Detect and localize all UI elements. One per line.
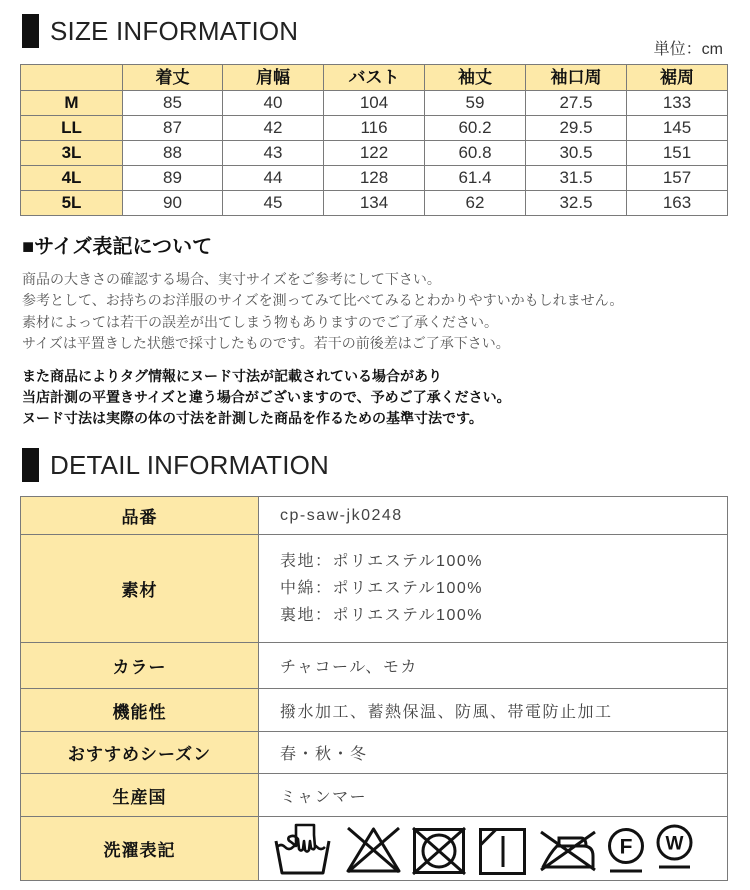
do-not-iron-icon bbox=[538, 829, 598, 873]
size-value-shoulder: 45 bbox=[223, 191, 324, 216]
detail-label-material: 素材 bbox=[21, 535, 259, 643]
size-value-hem: 163 bbox=[627, 191, 728, 216]
material-line-lining: 裏地：ポリエステル100% bbox=[280, 607, 483, 624]
care-symbols bbox=[259, 817, 727, 880]
detail-label-product-code: 品番 bbox=[21, 497, 259, 535]
size-value-hem: 157 bbox=[627, 166, 728, 191]
material-line-outer: 表地：ポリエステル100% bbox=[280, 553, 483, 570]
nude-size-notice-line: また商品によりタグ情報にヌード寸法が記載されている場合があり bbox=[22, 368, 442, 384]
do-not-tumble-dry-icon bbox=[411, 826, 467, 876]
size-value-cuff: 30.5 bbox=[526, 141, 627, 166]
size-value-sleeve: 60.8 bbox=[425, 141, 526, 166]
size-row bbox=[21, 116, 728, 141]
size-value-length: 90 bbox=[123, 191, 223, 216]
nude-size-notice bbox=[22, 366, 511, 429]
size-label: 3L bbox=[21, 141, 123, 166]
size-value-sleeve: 59 bbox=[425, 91, 526, 116]
size-value-length: 89 bbox=[123, 166, 223, 191]
size-value-hem: 145 bbox=[627, 116, 728, 141]
size-table bbox=[20, 64, 728, 216]
nude-size-notice-line: 当店計測の平置きサイズと違う場合がございますので、予めご了承ください。 bbox=[22, 389, 511, 405]
column-header-shoulder: 肩幅 bbox=[223, 65, 324, 91]
detail-section-bar bbox=[22, 448, 39, 482]
column-header-sleeve: 袖丈 bbox=[425, 65, 526, 91]
size-value-hem: 133 bbox=[627, 91, 728, 116]
size-value-bust: 134 bbox=[324, 191, 425, 216]
detail-value-origin: ミャンマー bbox=[259, 774, 728, 817]
size-value-length: 87 bbox=[123, 116, 223, 141]
detail-label-season: おすすめシーズン bbox=[21, 732, 259, 774]
detail-value-product-code: cp-saw-jk0248 bbox=[259, 497, 728, 535]
size-notes-text bbox=[22, 269, 623, 354]
size-value-length: 88 bbox=[123, 141, 223, 166]
size-label: LL bbox=[21, 116, 123, 141]
wet-clean-w-icon bbox=[656, 824, 693, 870]
nude-size-notice-line: ヌード寸法は実際の体の寸法を計測した商品を作るための基準寸法です。 bbox=[22, 410, 483, 426]
column-header-length: 着丈 bbox=[123, 65, 223, 91]
size-value-shoulder: 43 bbox=[223, 141, 324, 166]
size-value-shoulder: 42 bbox=[223, 116, 324, 141]
unit-label: 単位：cm bbox=[653, 41, 723, 58]
detail-row-function bbox=[21, 689, 728, 732]
size-value-sleeve: 60.2 bbox=[425, 116, 526, 141]
dry-clean-letter: F bbox=[619, 835, 633, 859]
size-note-line: 参考として、お持ちのお洋服のサイズを測ってみて比べてみるとわかりやすいかもしれません。 bbox=[22, 292, 624, 309]
size-note-line: サイズは平置きした状態で採寸したものです。若干の前後差はご了承下さい。 bbox=[22, 334, 510, 351]
size-value-sleeve: 61.4 bbox=[425, 166, 526, 191]
detail-section-title: DETAIL INFORMATION bbox=[50, 450, 330, 480]
column-header-hem: 裾周 bbox=[627, 65, 728, 91]
size-label: M bbox=[21, 91, 123, 116]
column-header-cuff: 袖口周 bbox=[526, 65, 627, 91]
size-value-bust: 116 bbox=[324, 116, 425, 141]
detail-label-origin: 生産国 bbox=[21, 774, 259, 817]
detail-row-product-code bbox=[21, 497, 728, 535]
size-value-bust: 128 bbox=[324, 166, 425, 191]
size-value-hem: 151 bbox=[627, 141, 728, 166]
detail-label-color: カラー bbox=[21, 643, 259, 689]
detail-row-origin bbox=[21, 774, 728, 817]
detail-row-material bbox=[21, 535, 728, 643]
size-value-bust: 104 bbox=[324, 91, 425, 116]
size-note-line: 商品の大きさの確認する場合、実寸サイズをご参考にして下さい。 bbox=[22, 271, 441, 287]
material-line-padding: 中綿：ポリエステル100% bbox=[280, 580, 483, 597]
size-label: 4L bbox=[21, 166, 123, 191]
detail-label-care: 洗濯表記 bbox=[21, 817, 259, 881]
size-note-line: 素材によっては若干の誤差が出てしまう物もありますのでご了承ください。 bbox=[22, 313, 498, 330]
detail-row-season bbox=[21, 732, 728, 774]
detail-value-color: チャコール、モカ bbox=[259, 643, 728, 689]
hand-wash-icon bbox=[274, 823, 331, 875]
size-row bbox=[21, 166, 728, 191]
detail-row-care bbox=[21, 817, 728, 881]
size-value-shoulder: 44 bbox=[223, 166, 324, 191]
size-section-title: SIZE INFORMATION bbox=[50, 16, 299, 46]
detail-value-function: 撥水加工、蓄熱保温、防風、帯電防止加工 bbox=[259, 689, 728, 732]
size-notes-heading: ■サイズ表記について bbox=[22, 236, 213, 258]
size-row bbox=[21, 141, 728, 166]
size-value-bust: 122 bbox=[324, 141, 425, 166]
size-value-cuff: 29.5 bbox=[526, 116, 627, 141]
size-value-cuff: 31.5 bbox=[526, 166, 627, 191]
size-row bbox=[21, 91, 728, 116]
detail-value-season: 春・秋・冬 bbox=[259, 732, 728, 774]
do-not-bleach-icon bbox=[345, 826, 402, 874]
detail-value-care bbox=[259, 817, 728, 881]
size-value-length: 85 bbox=[123, 91, 223, 116]
detail-table bbox=[20, 496, 728, 881]
size-table-corner-cell bbox=[21, 65, 123, 91]
detail-label-function: 機能性 bbox=[21, 689, 259, 732]
detail-value-material bbox=[259, 535, 728, 643]
size-section-bar bbox=[22, 14, 39, 48]
size-value-shoulder: 40 bbox=[223, 91, 324, 116]
size-label: 5L bbox=[21, 191, 123, 216]
size-value-cuff: 27.5 bbox=[526, 91, 627, 116]
size-value-sleeve: 62 bbox=[425, 191, 526, 216]
size-value-cuff: 32.5 bbox=[526, 191, 627, 216]
detail-row-color bbox=[21, 643, 728, 689]
dry-clean-f-icon bbox=[607, 827, 645, 874]
wet-clean-letter: W bbox=[665, 833, 684, 855]
size-row bbox=[21, 191, 728, 216]
size-table-header-row bbox=[21, 65, 728, 91]
column-header-bust: バスト bbox=[324, 65, 425, 91]
line-dry-in-shade-icon bbox=[478, 827, 527, 876]
